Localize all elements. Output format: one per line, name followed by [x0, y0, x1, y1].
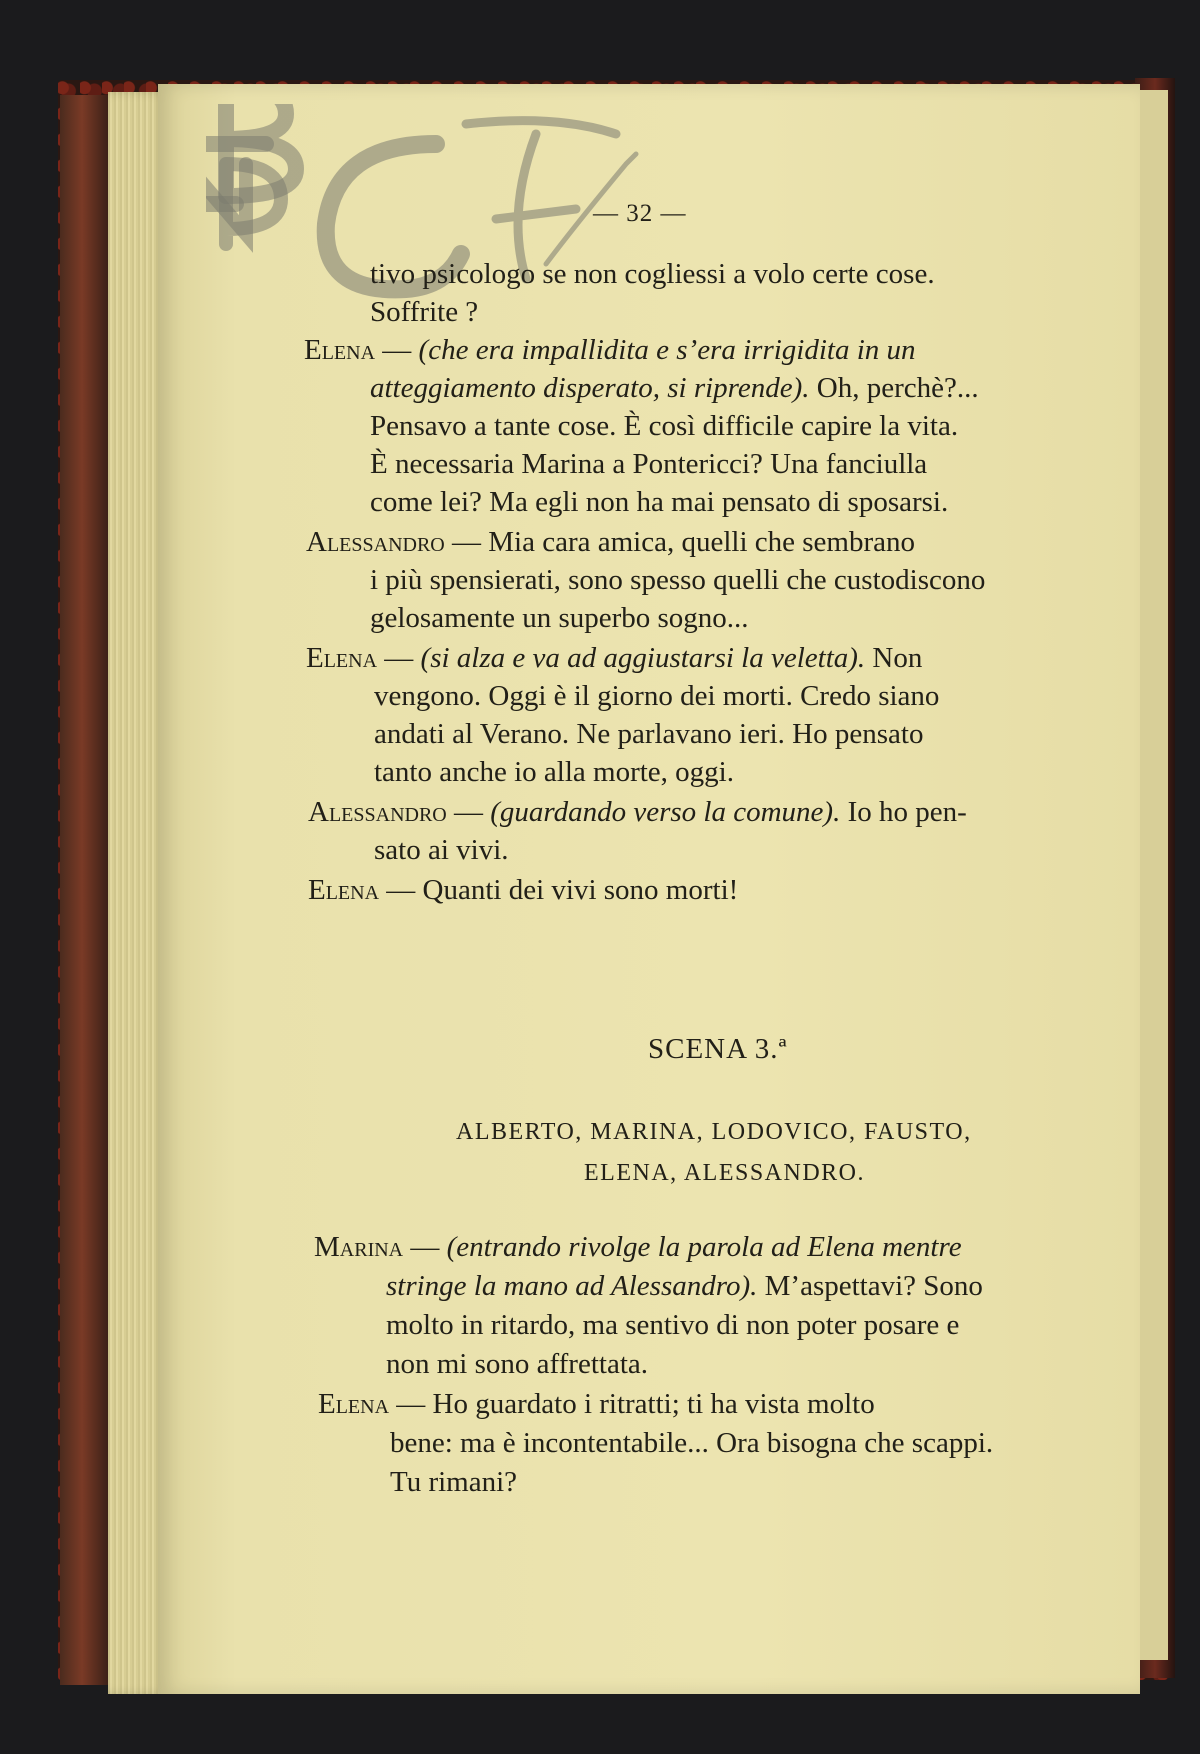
- dialogue-text: Mia cara amica, quelli che sembrano: [488, 526, 915, 558]
- text-line: [314, 1229, 962, 1267]
- text-line: come lei? Ma egli non ha mai pensato di sposarsi.: [370, 486, 949, 518]
- text-line: Tu rimani?: [390, 1466, 518, 1498]
- text-line: [306, 640, 922, 678]
- book-spine: [60, 95, 115, 1685]
- scene-heading: SCENA 3.ª: [648, 1033, 788, 1065]
- text-line: [308, 794, 967, 832]
- text-line: Soffrite ?: [370, 296, 479, 328]
- text-line: tanto anche io alla morte, oggi.: [374, 756, 734, 788]
- speaker-name: Elena —: [304, 334, 412, 366]
- dialogue-text: Ho guardato i ritratti; ti ha vista molto: [432, 1388, 875, 1420]
- page-number: — 32 —: [593, 200, 687, 227]
- speaker-name: Marina —: [314, 1231, 440, 1263]
- dialogue-text: M’aspettavi? Sono: [764, 1270, 983, 1302]
- dialogue-text: Oh, perchè?...: [816, 372, 979, 404]
- text-line: non mi sono affrettata.: [386, 1348, 649, 1380]
- text-line: tivo psicologo se non cogliessi a volo certe cose.: [370, 258, 935, 290]
- speaker-name: Elena —: [318, 1388, 426, 1420]
- dialogue-text: Io ho pen-: [847, 796, 967, 828]
- text-line: sato ai vivi.: [374, 834, 509, 866]
- text-line: [308, 872, 738, 910]
- text-line: andati al Verano. Ne parlavano ieri. Ho pensato: [374, 718, 924, 750]
- speaker-name: Alessandro —: [306, 526, 481, 558]
- speaker-name: Elena —: [308, 874, 416, 906]
- text-line: i più spensierati, sono spesso quelli che custodiscono: [370, 564, 986, 596]
- text-line: [306, 524, 915, 562]
- stage-direction: atteggiamento disperato, si riprende).: [370, 372, 810, 404]
- stage-direction: (si alza e va ad aggiustarsi la veletta).: [420, 642, 866, 674]
- text-line: bene: ma è incontentabile... Ora bisogna che scappi.: [390, 1427, 994, 1459]
- text-line: vengono. Oggi è il giorno dei morti. Credo siano: [374, 680, 940, 712]
- facing-page-edge: [1140, 90, 1168, 1660]
- speaker-name: Alessandro —: [308, 796, 483, 828]
- text-line: [318, 1386, 875, 1424]
- stage-direction: (guardando verso la comune).: [490, 796, 841, 828]
- book-page: [158, 84, 1140, 1694]
- text-line: molto in ritardo, ma sentivo di non poter posare e: [386, 1309, 960, 1341]
- text-line: È necessaria Marina a Pontericci? Una fanciulla: [370, 448, 928, 480]
- stage-direction: stringe la mano ad Alessandro).: [386, 1270, 758, 1302]
- dialogue-text: Quanti dei vivi sono morti!: [422, 874, 739, 906]
- stage-direction: (entrando rivolge la parola ad Elena mentre: [446, 1231, 962, 1263]
- cast-list: ALBERTO, MARINA, LODOVICO, FAUSTO,: [456, 1119, 972, 1145]
- stage-direction: (che era impallidita e s’era irrigidita in un: [418, 334, 916, 366]
- text-line: [386, 1268, 983, 1306]
- cast-list: ELENA, ALESSANDRO.: [584, 1160, 866, 1186]
- text-line: gelosamente un superbo sogno...: [370, 602, 749, 634]
- dialogue-text: Non: [872, 642, 923, 674]
- text-line: Pensavo a tante cose. È così difficile capire la vita.: [370, 410, 959, 442]
- text-line: [304, 332, 916, 370]
- text-line: [370, 370, 979, 408]
- speaker-name: Elena —: [306, 642, 414, 674]
